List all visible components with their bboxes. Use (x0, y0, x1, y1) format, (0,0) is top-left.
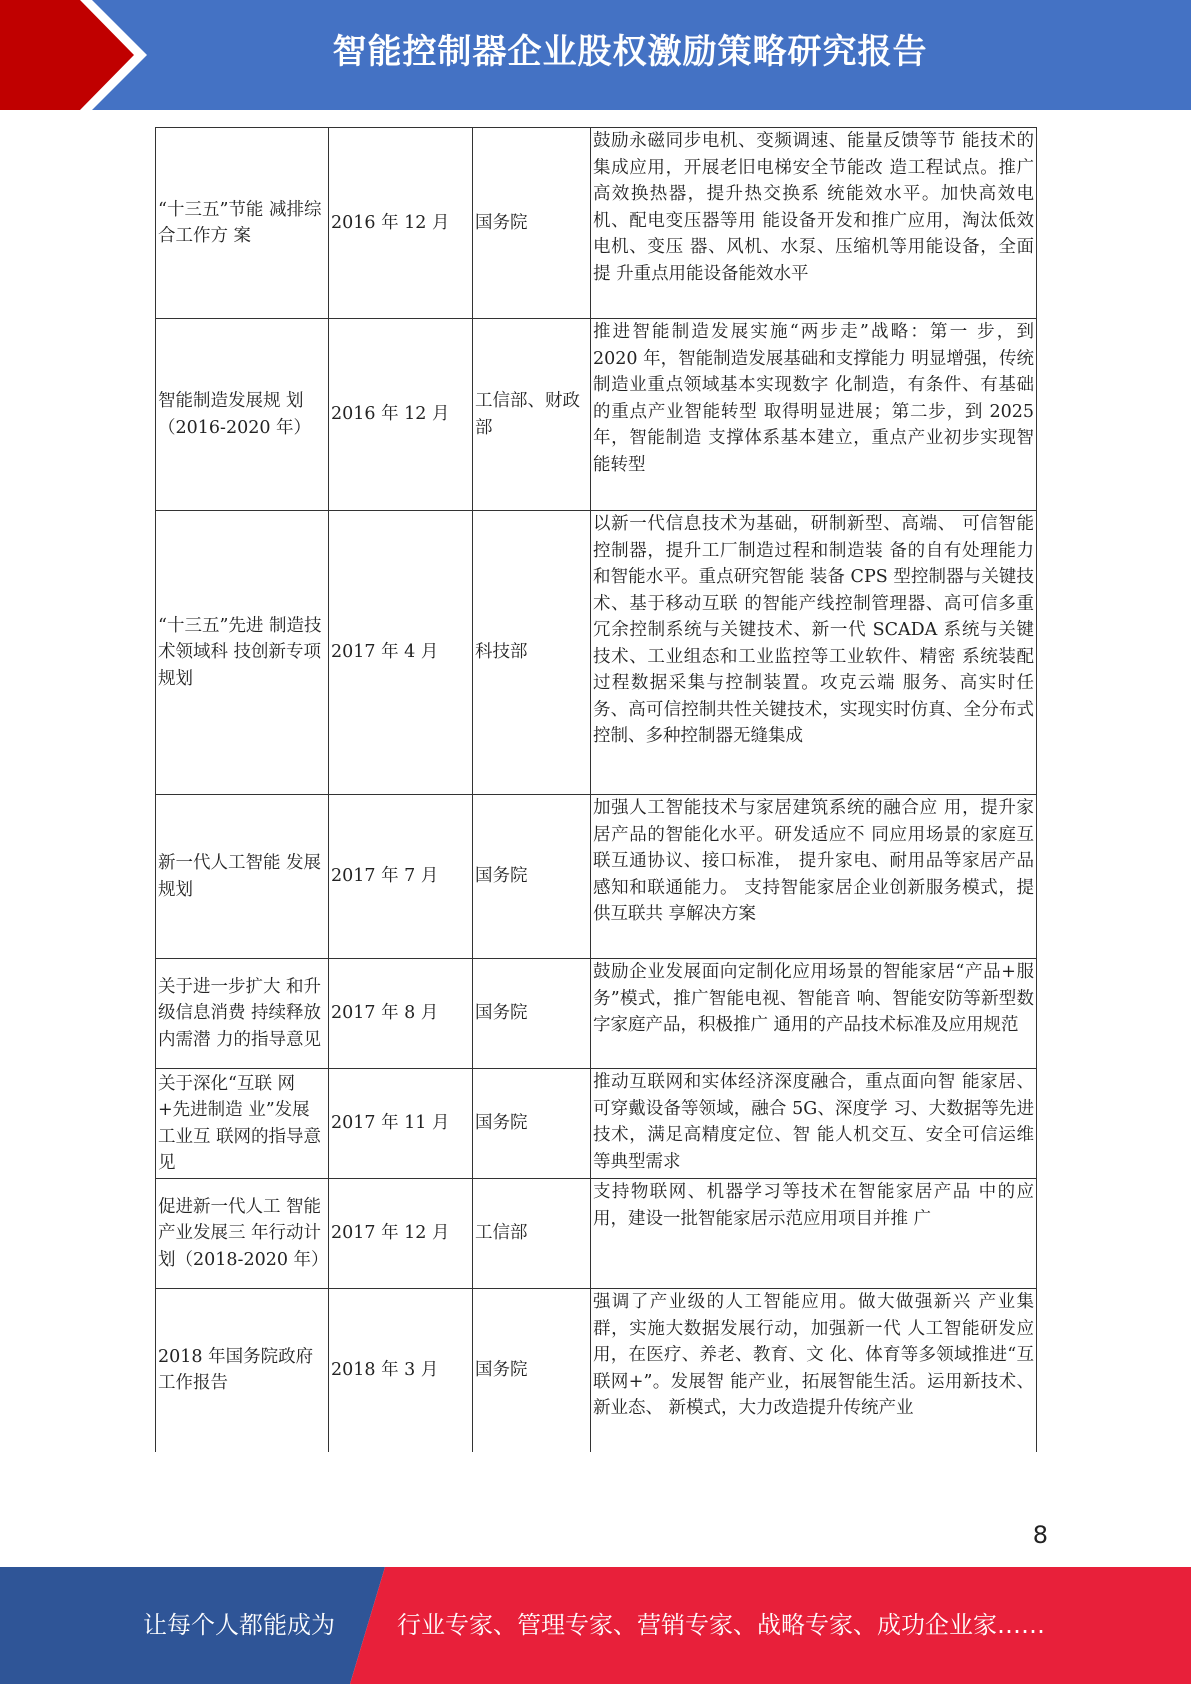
policy-date: 2017 年 8 月 (329, 959, 473, 1069)
policy-name: 关于深化“互联 网+先进制造 业”发展工业互 联网的指导意见 (156, 1069, 329, 1179)
policy-desc: 鼓励企业发展面向定制化应用场景的智能家居“产品+服务”模式，推广智能电视、智能音 响、智能安防等新型数字家庭产品，积极推广 通用的产品技术标准及应用规范 (591, 959, 1037, 1069)
policy-dept: 国务院 (473, 1069, 591, 1179)
policy-date: 2018 年 3 月 (329, 1289, 473, 1452)
policy-name: 关于进一步扩大 和升级信息消费 持续释放内需潜 力的指导意见 (156, 959, 329, 1069)
policy-name: 2018 年国务院政府工作报告 (156, 1289, 329, 1452)
policy-dept: 国务院 (473, 1289, 591, 1452)
policy-date: 2017 年 4 月 (329, 511, 473, 795)
policy-desc: 以新一代信息技术为基础，研制新型、高端、 可信智能控制器，提升工厂制造过程和制造装 备的自有处理能力和智能水平。重点研究智能 装备 CPS 型控制器与关键技术、基于移动互联 的智能产线控制管理器、高可信多重冗余控制系统与关键技术、新一代 SCADA 系统与关键 技术、工业组态和工业监控等工业软件、精密 系统装配过程数据采集与控制装置。攻克云端 服务、高实时任务、高可信控制共性关键技术，实现实时仿真、全分布式控制、多种控制器无缝集成 (591, 511, 1037, 795)
table-row (156, 319, 1037, 511)
table-row (156, 1069, 1037, 1179)
policy-date: 2017 年 12 月 (329, 1179, 473, 1289)
policy-name: “十三五”节能 减排综合工作方 案 (156, 128, 329, 319)
policy-name: “十三五”先进 制造技术领域科 技创新专项规划 (156, 511, 329, 795)
policy-name: 智能制造发展规 划（2016-2020 年） (156, 319, 329, 511)
policy-dept: 科技部 (473, 511, 591, 795)
policy-table (155, 127, 1037, 1452)
policy-dept: 国务院 (473, 128, 591, 319)
table-row (156, 1289, 1037, 1452)
page-number: 8 (1032, 1521, 1048, 1549)
table-row (156, 959, 1037, 1069)
footer-slogan-left: 让每个人都能成为 (143, 1611, 335, 1639)
policy-name: 促进新一代人工 智能产业发展三 年行动计划（2018-2020 年） (156, 1179, 329, 1289)
policy-dept: 工信部 (473, 1179, 591, 1289)
policy-desc: 鼓励永磁同步电机、变频调速、能量反馈等节 能技术的集成应用，开展老旧电梯安全节能改 造工程试点。推广高效换热器，提升热交换系 统能效水平。加快高效电机、配电变压器等用 能设备开发和推广应用，淘汰低效电机、变压 器、风机、水泵、压缩机等用能设备，全面提 升重点用能设备能效水平 (591, 128, 1037, 319)
policy-date: 2017 年 11 月 (329, 1069, 473, 1179)
policy-desc: 强调了产业级的人工智能应用。做大做强新兴 产业集群，实施大数据发展行动，加强新一代 人工智能研发应用，在医疗、养老、教育、文 化、体育等多领域推进“互联网+”。发展智 能产业，拓展智能生活。运用新技术、新业态、 新模式，大力改造提升传统产业 (591, 1289, 1037, 1452)
policy-desc: 推动互联网和实体经济深度融合，重点面向智 能家居、可穿戴设备等领域，融合 5G、深度学 习、大数据等先进技术，满足高精度定位、智 能人机交互、安全可信运维等典型需求 (591, 1069, 1037, 1179)
policy-date: 2016 年 12 月 (329, 319, 473, 511)
table-row (156, 128, 1037, 319)
policy-desc: 支持物联网、机器学习等技术在智能家居产品 中的应用，建设一批智能家居示范应用项目并推 广 (591, 1179, 1037, 1289)
header-title: 智能控制器企业股权激励策略研究报告 (332, 32, 928, 72)
policy-date: 2017 年 7 月 (329, 795, 473, 959)
policy-desc: 推进智能制造发展实施“两步走”战略：第一 步，到 2020 年，智能制造发展基础和支撑能力 明显增强，传统制造业重点领域基本实现数字 化制造，有条件、有基础的重点产业智能转型 取得明显进展；第二步，到 2025 年，智能制造 支撑体系基本建立，重点产业初步实现智能转型 (591, 319, 1037, 511)
table-row (156, 511, 1037, 795)
policy-desc: 加强人工智能技术与家居建筑系统的融合应 用，提升家居产品的智能化水平。研发适应不 同应用场景的家庭互联互通协议、接口标准， 提升家电、耐用品等家居产品感知和联通能力。 支持智能家居企业创新服务模式，提供互联共 享解决方案 (591, 795, 1037, 959)
page-header (0, 0, 1191, 110)
table-row (156, 795, 1037, 959)
header-arrow-icon (0, 0, 160, 110)
table-row (156, 1179, 1037, 1289)
policy-dept: 工信部、财政部 (473, 319, 591, 511)
footer-slogan-right: 行业专家、管理专家、营销专家、战略专家、成功企业家…… (397, 1611, 1045, 1639)
policy-dept: 国务院 (473, 795, 591, 959)
policy-dept: 国务院 (473, 959, 591, 1069)
page-footer (0, 1567, 1191, 1684)
policy-name: 新一代人工智能 发展规划 (156, 795, 329, 959)
policy-date: 2016 年 12 月 (329, 128, 473, 319)
